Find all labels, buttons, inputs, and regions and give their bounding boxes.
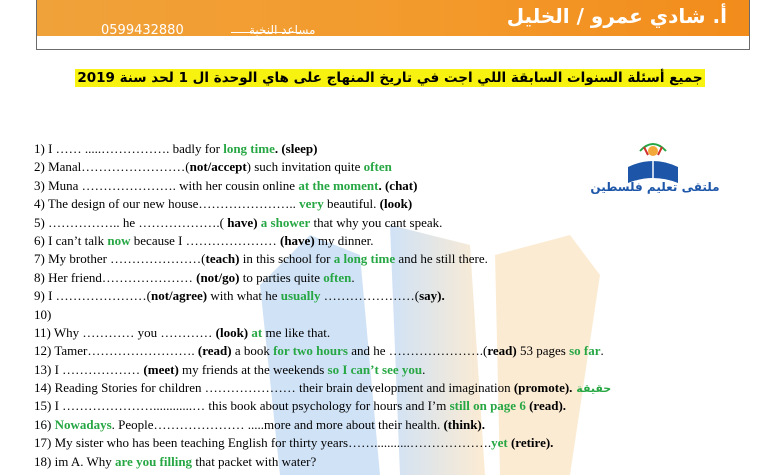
question-line [34,287,611,305]
question-segment: a long time [333,251,396,267]
question-line [34,232,611,250]
question-segment: . (sleep) [274,141,318,156]
question-line [34,397,611,415]
book-logo-icon [598,137,708,207]
question-segment: . [600,343,604,359]
question-line [34,434,611,452]
question-segment: that why you cant speak. [310,214,443,230]
phone-number: 0599432880 [101,23,184,38]
question-segment: and he ………………….( [347,343,488,359]
page-title [0,70,780,86]
question-segment: have) [227,214,258,230]
question-segment: (have) [280,232,315,248]
question-segment: 1) I …… .....……………. badly for [34,141,224,156]
question-segment: (not/go) [196,269,240,285]
question-segment: (meet) [143,361,179,377]
question-segment: 13) I ……………… [34,361,144,377]
question-segment: usually [280,288,321,304]
question-segment: 18) im A. Why [34,453,116,469]
question-line [34,269,611,287]
question-segment: (look) [215,324,249,340]
question-segment: my friends at the weekends [178,361,328,377]
question-segment: say). [419,288,445,304]
question-segment: to parties quite [239,269,324,285]
question-segment: (think). [443,416,486,432]
question-segment: still on page 6 [449,398,526,414]
question-segment: my dinner. [314,232,374,248]
question-segment: . [351,269,355,285]
question-line [34,379,611,397]
question-segment: not/agree) [151,288,208,304]
question-segment: so I can’t see you [327,361,423,377]
question-segment: 6) I can’t talk [34,232,108,248]
question-segment: at [251,324,263,340]
question-segment: 14) Reading Stories for children ………………… their brain development and imagination [34,380,514,396]
question-line [34,140,611,158]
question-segment: for two hours [273,343,348,359]
question-segment: ) such invitation quite [246,159,364,175]
question-segment: (retire). [510,435,554,451]
question-segment: 11) Why ………… you ………… [34,324,216,340]
question-segment: 5) …………….. he ……………….( [34,214,228,230]
question-segment: حقيقة [572,382,612,396]
question-segment: in this school for [239,251,334,267]
question-segment: 53 pages [516,343,570,359]
question-segment: 12) Tamer……………………. [34,343,198,359]
question-segment: 9) I …………………( [34,288,151,304]
question-segment: very [299,196,324,212]
question-line [34,306,611,324]
question-line [34,158,611,176]
question-segment: 2) Manal……………………( [34,159,190,175]
question-segment: 8) Her friend………………… [34,269,197,285]
header-banner [36,0,750,50]
title-text: جميع أسئلة السنوات السابقة اللي اجت في تاريخ المنهاج على هاي الوحدة ال 1 لحد سنة 2019 [77,70,703,86]
teacher-name: أ. شادي عمرو / الخليل [506,4,727,28]
question-segment: a shower [260,214,311,230]
question-line [34,250,611,268]
question-segment: . (chat) [378,177,418,193]
question-segment: not/accept [189,159,247,175]
question-segment: 7) My brother …………………( [34,251,206,267]
question-segment: because I ………………… [130,232,280,248]
question-line [34,416,611,434]
logo-text: ملتقى تعليم فلسطين [590,180,720,194]
question-segment: . People………………… .....more and more about their health. [111,416,444,432]
question-segment: with what he [207,288,281,304]
assistant-label: مساعد النخبة [249,23,316,37]
question-segment: a book [231,343,274,359]
question-segment: 15) I …………………............… this book about psychology for hours and I’m [34,398,450,414]
question-line [34,453,611,471]
question-segment: long time [223,141,275,156]
question-segment: 4) The design of our new house………………….. [34,196,300,212]
question-line [34,214,611,232]
question-segment: read) [487,343,517,359]
question-segment: often [323,269,352,285]
question-segment: (read). [529,398,567,414]
question-segment: me like that. [262,324,331,340]
question-line [34,324,611,342]
question-line [34,177,611,195]
question-segment: 17) My sister who has been teaching English for thirty years……...........………………. [34,435,492,451]
question-segment: teach) [205,251,240,267]
question-segment: often [363,159,392,175]
question-segment: are you filling [115,453,193,469]
question-segment: so far [569,343,601,359]
question-segment: . [422,361,426,377]
question-segment: now [107,232,131,248]
question-segment: that packet with water? [192,453,317,469]
question-segment: Nowadays [54,416,112,432]
question-segment: 16) [34,416,55,432]
question-segment: beautiful. [323,196,380,212]
question-segment: (look) [379,196,413,212]
question-segment: at the moment [298,177,379,193]
question-line [34,361,611,379]
question-line [34,195,611,213]
question-segment: yet [491,435,508,451]
question-segment: and he still there. [395,251,488,267]
question-segment: (read) [197,343,232,359]
question-segment: 3) Muna …………………. with her cousin online [34,177,299,193]
question-segment: 10) [34,306,52,322]
question-segment: …………………( [320,288,420,304]
question-segment: (promote). [513,380,573,396]
question-list [34,140,611,471]
question-line [34,342,611,360]
